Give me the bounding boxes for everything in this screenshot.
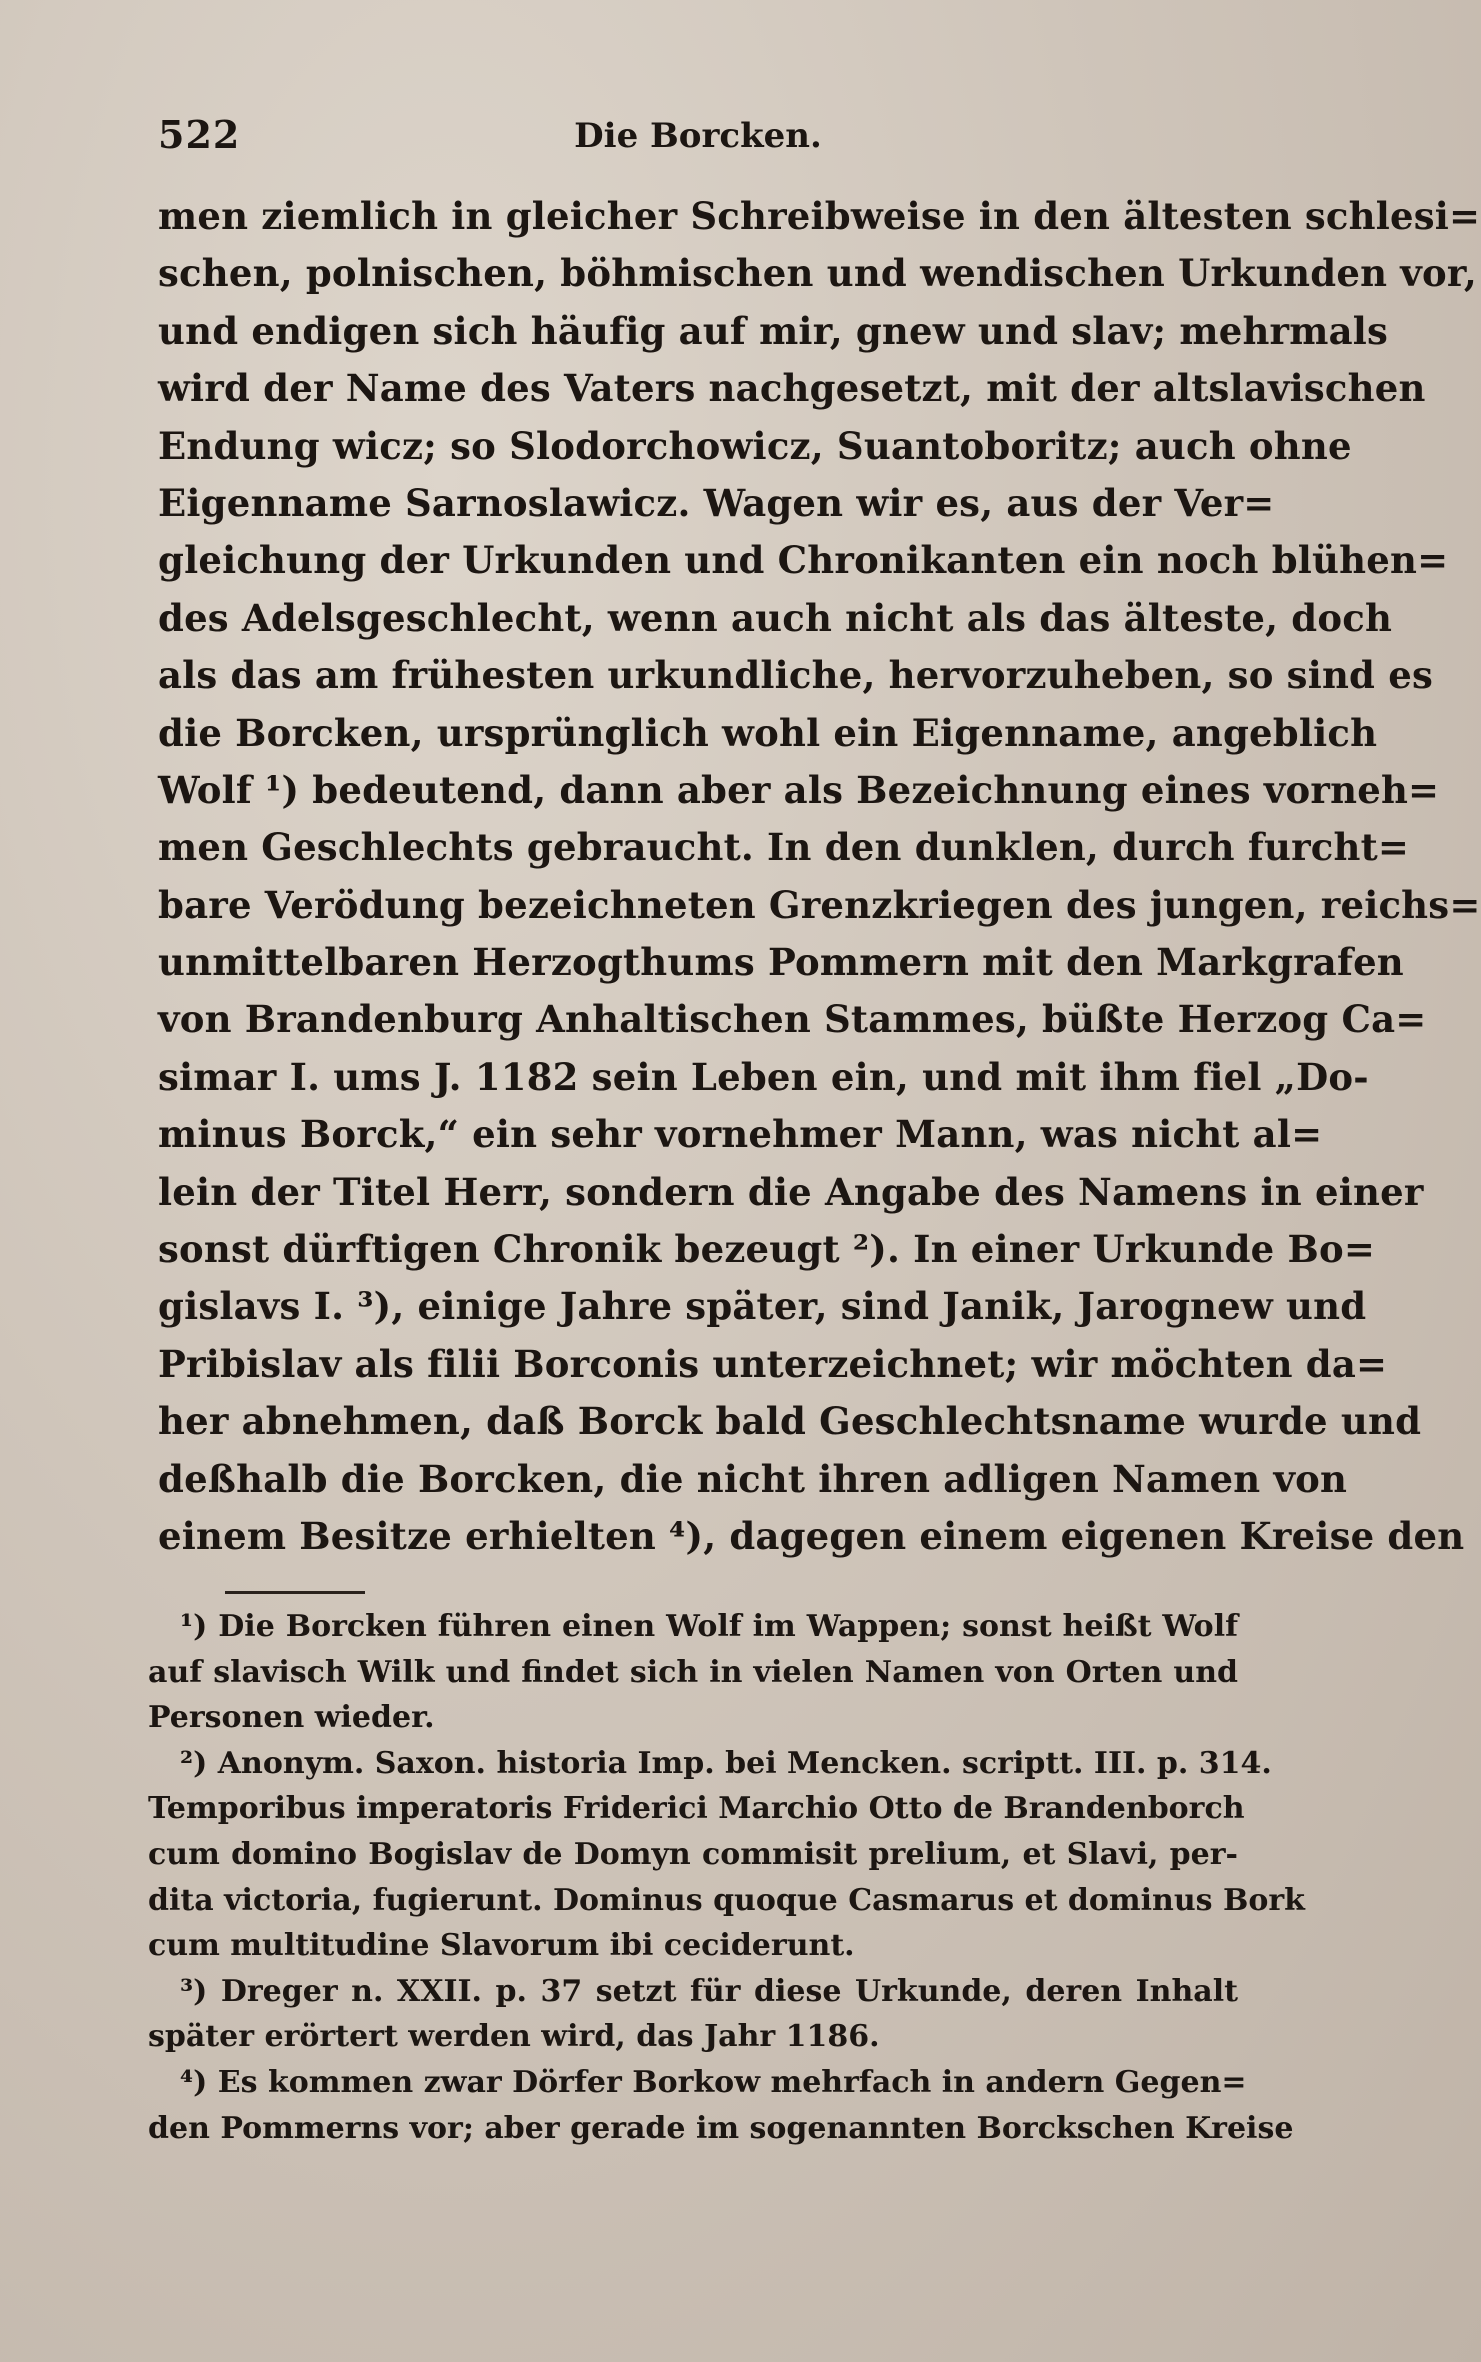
footnote-line: dita victoria, fugierunt. Dominus quoque Casmarus et dominus Bork xyxy=(148,1882,1305,1918)
main-text xyxy=(158,188,1481,1565)
text-line: Eigenname Sarnoslawicz. Wagen wir es, aus der Ver= xyxy=(158,480,1275,525)
text-line: sonst dürftigen Chronik bezeugt ²). In einer Urkunde Bo= xyxy=(158,1227,1376,1272)
text-line: Endung wicz; so Slodorchowicz, Suantoboritz; auch ohne xyxy=(158,423,1352,468)
footnote-line: ²) Anonym. Saxon. historia Imp. bei Mencken. scriptt. III. p. 314. xyxy=(180,1745,1272,1781)
running-head: Die Borcken. xyxy=(574,116,822,156)
text-line: lein der Titel Herr, sondern die Angabe des Namens in einer xyxy=(158,1169,1424,1214)
text-line: unmittelbaren Herzogthums Pommern mit den Markgrafen xyxy=(158,940,1404,985)
text-line: Wolf ¹) bedeutend, dann aber als Bezeichnung eines vorneh= xyxy=(158,767,1440,812)
text-line: Pribislav als filii Borconis unterzeichnet; wir möchten da= xyxy=(158,1341,1388,1386)
footnote-line: später erörtert werden wird, das Jahr 1186. xyxy=(148,2019,880,2055)
footnote-line: cum multitudine Slavorum ibi ceciderunt. xyxy=(148,1928,855,1964)
text-line: schen, polnischen, böhmischen und wendischen Urkunden vor, xyxy=(158,251,1477,296)
page-header xyxy=(158,112,1238,168)
footnote-line: Temporibus imperatoris Friderici Marchio Otto de Brandenborch xyxy=(148,1791,1245,1827)
footnote-line: den Pommerns vor; aber gerade im sogenannten Borckschen Kreise xyxy=(148,2110,1294,2146)
text-line: einem Besitze erhielten ⁴), dagegen einem eigenen Kreise den xyxy=(158,1513,1465,1558)
text-line: minus Borck,“ ein sehr vornehmer Mann, was nicht al= xyxy=(158,1112,1323,1157)
text-line: gislavs I. ³), einige Jahre später, sind Janik, Jarognew und xyxy=(158,1284,1367,1329)
text-line: men ziemlich in gleicher Schreibweise in den ältesten schlesi= xyxy=(158,194,1481,238)
text-line: her abnehmen, daß Borck bald Geschlechtsname wurde und xyxy=(158,1399,1422,1444)
footnote-line: ⁴) Es kommen zwar Dörfer Borkow mehrfach in andern Gegen= xyxy=(180,2064,1247,2100)
text-line: simar I. ums J. 1182 sein Leben ein, und mit ihm fiel „Do- xyxy=(158,1054,1369,1099)
footnote-divider xyxy=(225,1591,365,1594)
text-line: deßhalb die Borcken, die nicht ihren adligen Namen von xyxy=(158,1456,1348,1501)
text-line: von Brandenburg Anhaltischen Stammes, büßte Herzog Ca= xyxy=(158,997,1427,1042)
text-line: bare Verödung bezeichneten Grenzkriegen des jungen, reichs= xyxy=(158,882,1481,927)
text-line: als das am frühesten urkundliche, hervorzuheben, so sind es xyxy=(158,653,1433,698)
text-line: men Geschlechts gebraucht. In den dunklen, durch furcht= xyxy=(158,825,1410,870)
footnote-line: ³) Dreger n. XXII. p. 37 setzt für diese Urkunde, deren Inhalt xyxy=(180,1973,1238,2009)
footnote-line: ¹) Die Borcken führen einen Wolf im Wappen; sonst heißt Wolf xyxy=(180,1609,1238,1644)
text-line: die Borcken, ursprünglich wohl ein Eigenname, angeblich xyxy=(158,710,1378,755)
footnote-line: auf slavisch Wilk und findet sich in vielen Namen von Orten und xyxy=(148,1654,1238,1690)
text-line: gleichung der Urkunden und Chronikanten ein noch blühen= xyxy=(158,538,1449,583)
text-line: des Adelsgeschlecht, wenn auch nicht als das älteste, doch xyxy=(158,595,1393,640)
text-line: und endigen sich häufig auf mir, gnew und slav; mehrmals xyxy=(158,308,1389,353)
text-line: wird der Name des Vaters nachgesetzt, mit der altslavischen xyxy=(158,366,1426,411)
page-number: 522 xyxy=(158,112,241,157)
footnote-line: Personen wieder. xyxy=(148,1700,435,1736)
footnotes xyxy=(148,1604,1305,2151)
footnote-line: cum domino Bogislav de Domyn commisit prelium, et Slavi, per- xyxy=(148,1836,1238,1872)
